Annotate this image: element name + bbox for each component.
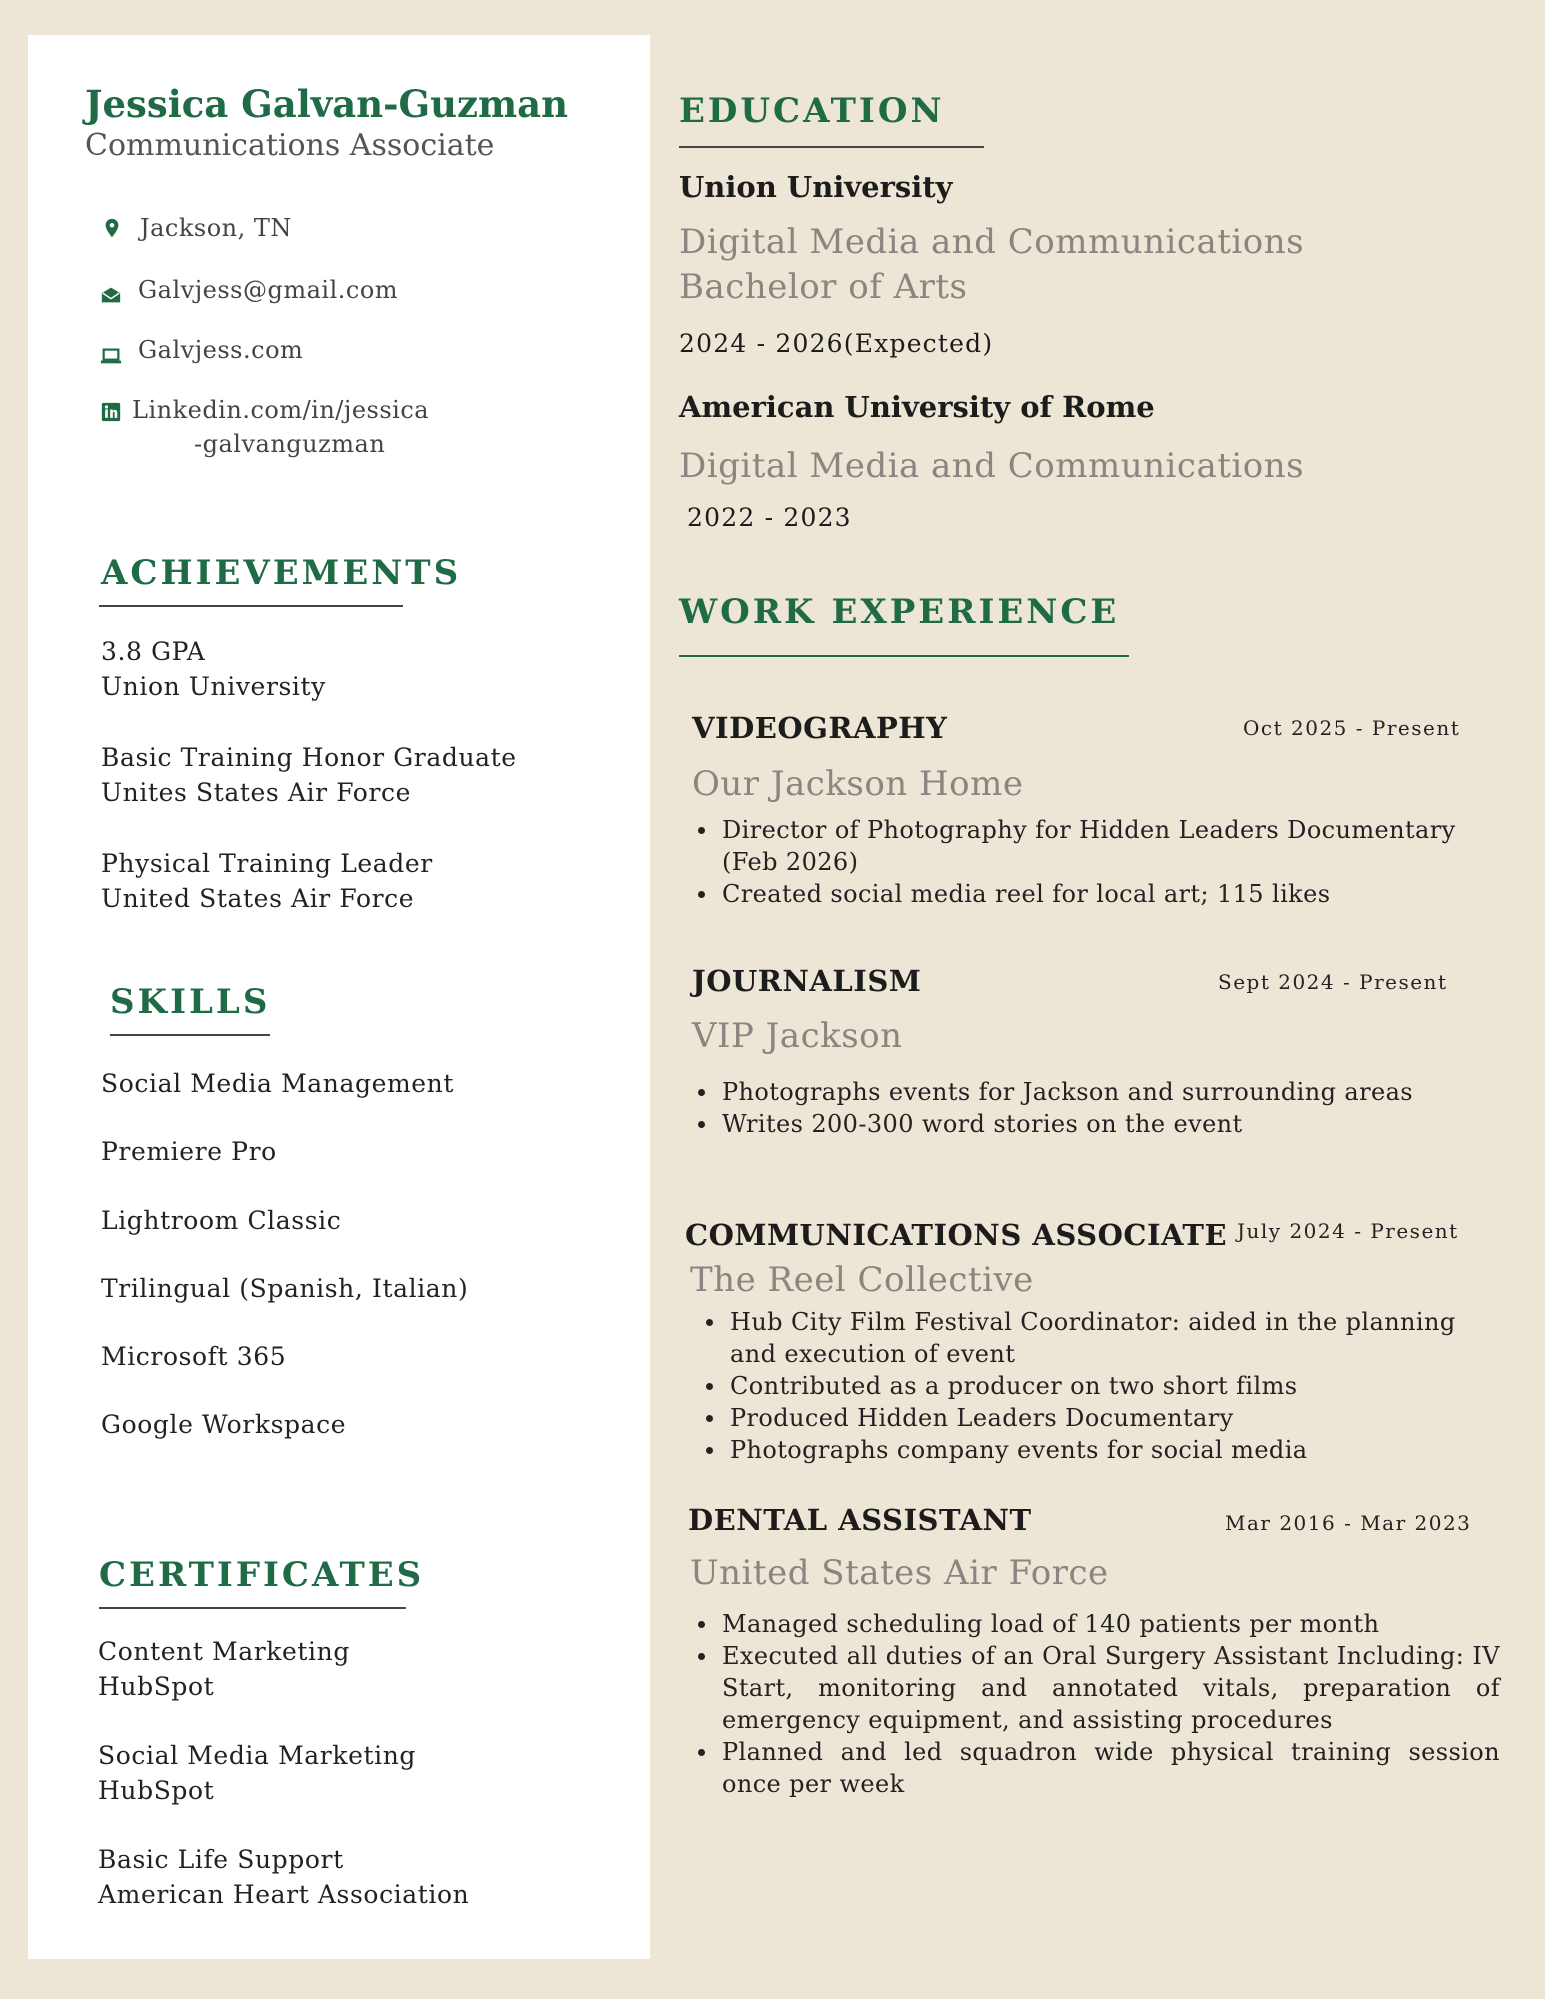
skill-item: Premiere Pro bbox=[101, 1137, 277, 1166]
contact-location: Jackson, TN bbox=[140, 214, 292, 242]
certificates-divider bbox=[99, 1607, 406, 1609]
contact-linkedin-line2[interactable]: -galvanguzman bbox=[194, 430, 386, 458]
skill-item: Microsoft 365 bbox=[101, 1342, 287, 1371]
job-bullet: Created social media reel for local art; 115 likes bbox=[692, 878, 1467, 910]
achievements-divider bbox=[99, 605, 403, 607]
candidate-name: Jessica Galvan-Guzman bbox=[85, 82, 569, 126]
degree: Digital Media and Communications bbox=[679, 446, 1305, 486]
achievement-item: United States Air Force bbox=[101, 884, 415, 913]
skill-item: Google Workspace bbox=[101, 1410, 347, 1439]
job-title: JOURNALISM bbox=[692, 964, 922, 998]
certificate-item: HubSpot bbox=[98, 1672, 215, 1701]
education-divider bbox=[679, 146, 984, 148]
job-bullet: Writes 200-300 word stories on the event bbox=[692, 1108, 1467, 1140]
certificate-item: HubSpot bbox=[98, 1776, 215, 1805]
job-bullet: Photographs company events for social media bbox=[700, 1434, 1490, 1466]
envelope-icon bbox=[100, 284, 122, 306]
job-bullets bbox=[692, 1608, 1500, 1800]
achievement-item: Basic Training Honor Graduate bbox=[101, 743, 517, 772]
skills-divider bbox=[110, 1034, 270, 1036]
certificate-item: Basic Life Support bbox=[98, 1845, 344, 1874]
degree: Digital Media and Communications bbox=[679, 222, 1305, 262]
job-bullet: Photographs events for Jackson and surrounding areas bbox=[692, 1076, 1467, 1108]
work-heading: WORK EXPERIENCE bbox=[679, 592, 1120, 632]
job-dates: Sept 2024 - Present bbox=[1218, 970, 1448, 994]
degree: Bachelor of Arts bbox=[679, 267, 968, 307]
map-pin-icon bbox=[101, 217, 123, 239]
laptop-icon bbox=[100, 345, 122, 367]
candidate-title: Communications Associate bbox=[85, 128, 495, 163]
job-title: DENTAL ASSISTANT bbox=[688, 1503, 1032, 1537]
achievements-heading: ACHIEVEMENTS bbox=[101, 553, 462, 593]
job-organization: The Reel Collective bbox=[690, 1260, 1034, 1300]
education-dates: 2022 - 2023 bbox=[687, 503, 852, 532]
job-bullet: Executed all duties of an Oral Surgery Assistant Including: IV Start, monitoring and annotated vitals, preparation of emergency equipment, and assisting procedures bbox=[692, 1640, 1500, 1736]
certificate-item: Content Marketing bbox=[98, 1637, 350, 1666]
achievement-item: Union University bbox=[101, 672, 326, 701]
job-dates: Oct 2025 - Present bbox=[1243, 716, 1461, 740]
job-bullet: Planned and led squadron wide physical training session once per week bbox=[692, 1736, 1500, 1800]
job-organization: Our Jackson Home bbox=[692, 764, 1024, 804]
job-organization: United States Air Force bbox=[690, 1553, 1109, 1593]
job-bullets bbox=[692, 814, 1467, 910]
job-bullet: Managed scheduling load of 140 patients per month bbox=[692, 1608, 1500, 1640]
job-bullets bbox=[700, 1306, 1490, 1466]
contact-website[interactable]: Galvjess.com bbox=[138, 336, 304, 364]
job-bullet: Contributed as a producer on two short films bbox=[700, 1370, 1490, 1402]
school-name: American University of Rome bbox=[679, 390, 1155, 424]
achievement-item: 3.8 GPA bbox=[101, 637, 206, 666]
job-bullet: Hub City Film Festival Coordinator: aided in the planning and execution of event bbox=[700, 1306, 1490, 1370]
skills-heading: SKILLS bbox=[110, 982, 271, 1022]
achievement-item: Physical Training Leader bbox=[101, 849, 433, 878]
skill-item: Trilingual (Spanish, Italian) bbox=[101, 1274, 469, 1303]
job-bullet: Produced Hidden Leaders Documentary bbox=[700, 1402, 1490, 1434]
linkedin-icon bbox=[101, 402, 121, 422]
certificate-item: Social Media Marketing bbox=[98, 1741, 417, 1770]
job-title: COMMUNICATIONS ASSOCIATE bbox=[685, 1218, 1228, 1252]
skill-item: Lightroom Classic bbox=[101, 1206, 342, 1235]
education-dates: 2024 - 2026(Expected) bbox=[679, 329, 994, 358]
job-organization: VIP Jackson bbox=[692, 1016, 903, 1056]
job-dates: July 2024 - Present bbox=[1237, 1219, 1459, 1243]
skill-item: Social Media Management bbox=[101, 1069, 455, 1098]
certificate-item: American Heart Association bbox=[98, 1880, 470, 1909]
certificates-heading: CERTIFICATES bbox=[99, 1555, 425, 1595]
contact-email[interactable]: Galvjess@gmail.com bbox=[138, 276, 399, 304]
job-bullets bbox=[692, 1076, 1467, 1140]
achievement-item: Unites States Air Force bbox=[101, 778, 412, 807]
job-title: VIDEOGRAPHY bbox=[692, 711, 948, 745]
education-heading: EDUCATION bbox=[679, 91, 945, 131]
contact-linkedin-line1[interactable]: Linkedin.com/in/jessica bbox=[132, 396, 430, 424]
work-divider bbox=[679, 655, 1129, 657]
job-bullet: Director of Photography for Hidden Leaders Documentary (Feb 2026) bbox=[692, 814, 1467, 878]
job-dates: Mar 2016 - Mar 2023 bbox=[1225, 1511, 1472, 1535]
school-name: Union University bbox=[679, 170, 953, 204]
